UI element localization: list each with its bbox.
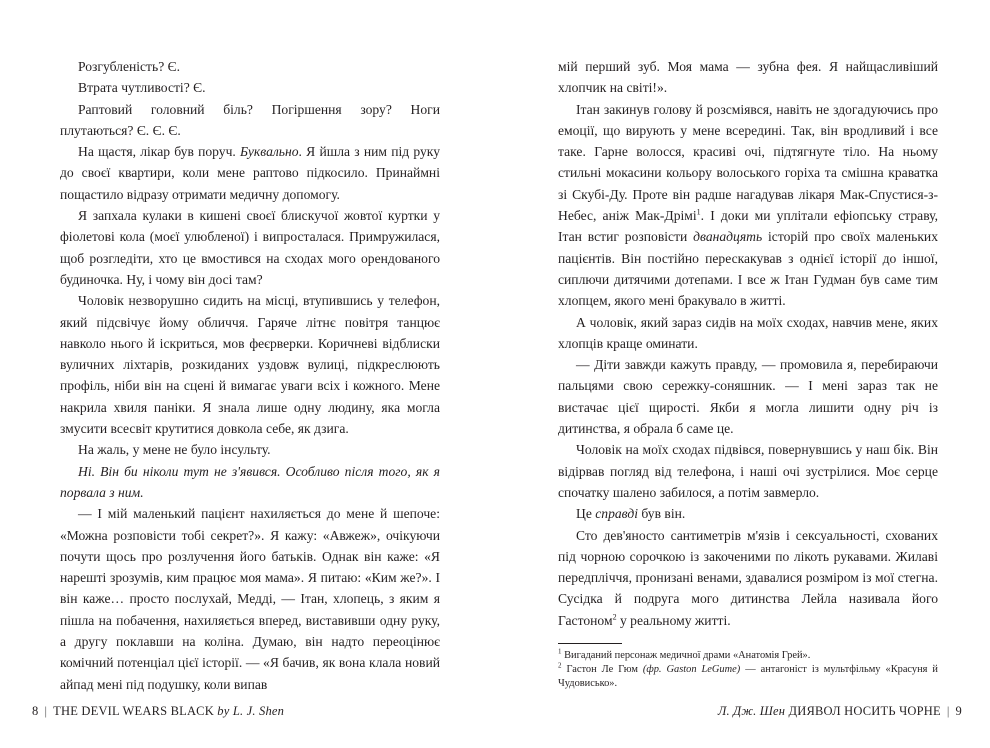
right-page (495, 0, 990, 748)
paragraph (60, 503, 440, 695)
text-run: історій про своїх маленьких пацієнтів. Він постійно перескакував з однієї історії до іншої, сиплючи дитячими дотепами. І все ж Ітан Гудман був саме тим хлопцем, якого мені бракувало в житті. (558, 229, 939, 309)
text-run: Чоловік незворушно сидить на місці, втупившись у телефон, який підсвічує йому обличчя. Гаряче літнє повітря танцює навколо нього й іскриться, мов феєрверки. Коричневі відблиски вуличних ліхтарів, розкиданих уздовж вулиці, підкреслюють профіль, ніби він на сцені й вимагає уваги всіх і кожного. Мене накрила хвиля паніки. Я знала лише одну людину, яка могла змусити всесвіт крутитися довкола себе, як дзига. (60, 293, 440, 437)
text-run: Втрата чутливості? Є. (78, 80, 206, 96)
footnote (558, 663, 938, 691)
text-run: Раптовий головний біль? Погіршення зору? Ноги плутаються? Є. Є. Є. (60, 101, 440, 138)
left-running-author: L. J. Shen (232, 704, 285, 718)
text-run: Це (576, 506, 596, 522)
text-run: . І доки ми уплітали ефіопську страву, Ітан встиг розповісти (558, 208, 938, 245)
footnote-number: 2 (558, 661, 562, 670)
footnote-ref: 2 (612, 612, 617, 622)
right-running-separator: | (946, 704, 950, 718)
paragraph (60, 290, 440, 439)
italic-text: справді (595, 506, 638, 522)
left-running-by: by (217, 704, 230, 718)
paragraph (558, 439, 938, 503)
footnotes (558, 643, 938, 691)
text-run: На жаль, у мене не було інсульту. (78, 442, 271, 458)
left-running-title: THE DEVIL WEARS BLACK (53, 704, 214, 718)
right-page-text (558, 56, 938, 691)
footnote-ref: 1 (696, 207, 701, 217)
right-running-head (718, 704, 962, 719)
right-page-number: 9 (955, 704, 962, 718)
right-page-body (558, 56, 938, 631)
footnote (558, 649, 938, 663)
italic-text: (фр. Gaston LeGume) (642, 664, 741, 676)
text-run: Сто дев'яносто сантиметрів м'язів і сексуальності, схованих під чорною сорочкою із закоченими по лікоть рукавами. Жилаві передпліччя, пронизані венами, здавалися розміром із мої стегна. Сусідка й подруга мого дитинства Лейла називала його Гастоном (558, 527, 938, 628)
left-running-separator: | (44, 704, 48, 718)
text-run: — Діти завжди кажуть правду, — промовила я, перебираючи пальцями свою сережку-соняшник. — І мені зараз так не вистачає цієї щирості. Якби я могла лишити одну річ із дитинства, я обрала б саме це. (558, 357, 938, 437)
text-run: Гастон Ле Гюм (561, 664, 643, 676)
text-run: . Я йшла з ним під руку до своєї квартири, коли мене раптово підкосило. Принаймні пощастило відразу отримати медичну допомогу. (60, 144, 441, 202)
paragraph (558, 56, 938, 99)
text-run: А чоловік, який зараз сидів на моїх сходах, навчив мене, яких хлопців краще оминати. (558, 314, 938, 351)
paragraph (558, 99, 938, 312)
right-running-author: Л. Дж. Шен (717, 704, 786, 718)
left-page-number: 8 (32, 704, 39, 718)
text-run: у реальному житті. (616, 612, 731, 628)
text-run: був він. (637, 506, 686, 522)
left-running-head (32, 704, 284, 719)
text-run: — антагоніст із мультфільму «Красуня й Чудовисько». (558, 664, 938, 690)
paragraph (60, 56, 440, 77)
left-page-text (60, 56, 440, 695)
text-run: Ітан закинув голову й розсміявся, навіть не здогадуючись про емоції, що вирують у мене всередині. Так, він вродливий і все таке. Гарне волосся, красиві очі, підтягнуте тіло. На ньому стильні мокасини кольору волоського горіха та смішна краватка зі Скубі-Ду. Проте він радше нагадував лікаря Мак-Спустися-з-Небес, аніж Мак-Дрімі (558, 101, 938, 224)
right-running-title: ДИЯВОЛ НОСИТЬ ЧОРНЕ (788, 704, 941, 718)
text-run: На щастя, лікар був поруч. (78, 144, 241, 160)
paragraph (60, 99, 440, 142)
paragraph (60, 439, 440, 460)
paragraph (558, 525, 938, 631)
text-run: Розгубленість? Є. (78, 59, 181, 74)
text-run: — І мій маленький пацієнт нахиляється до мене й шепоче: «Можна розповісти тобі секрет?». Я кажу: «Авжеж», очікуючи почути щось про розлучення його батьків. Однак він каже: «Я нарешті зрозумів, ким працює моя мама». Я питаю: «Ким же?». І він каже… просто послухай, Медді, — Ітан, хлопець, з яким я пішла на побачення, нахиляється вперед, виставивши одну руку, а другу поклавши на коліна. Думаю, він надто переоцінює комічний потенціал цієї історії. — «Я бачив, як вона клала новий айпад мені під подушку, коли випав (60, 506, 440, 692)
paragraph (558, 312, 938, 355)
paragraph (558, 354, 938, 439)
paragraph (558, 503, 938, 524)
italic-text: Ні. Він би ніколи тут не з'явився. Особливо після того, як я порвала з ним. (60, 463, 440, 500)
footnote-number: 1 (558, 647, 562, 656)
text-run: Вигаданий персонаж медичної драми «Анатомія Грей». (561, 650, 811, 662)
paragraph (60, 77, 440, 98)
text-run: мій перший зуб. Моя мама — зубна фея. Я найщасливіший хлопчик на світі!». (558, 59, 938, 96)
paragraph (60, 205, 440, 290)
italic-text: дванадцять (693, 229, 763, 245)
footnote-rule (558, 643, 622, 644)
italic-text: Буквально (240, 144, 299, 160)
text-run: Чоловік на моїх сходах підвівся, повернувшись у наш бік. Він відірвав погляд від телефона, і наші очі зустрілися. Моє серце спочатку шалено забилося, а потім завмерло. (558, 442, 938, 500)
text-run: Я запхала кулаки в кишені своєї блискучої жовтої куртки у фіолетові кола (моєї улюбленої) і випросталася. Примружилася, щоб розгледіти, хто це вмостився на сходах мого орендованого будиночка. Ну, і чому він досі там? (60, 208, 440, 287)
paragraph (60, 461, 440, 504)
paragraph (60, 141, 440, 205)
